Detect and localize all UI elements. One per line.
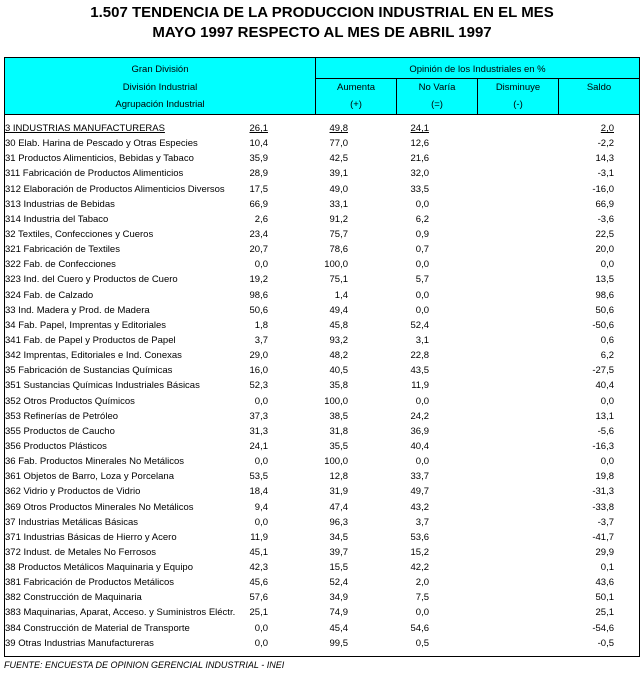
disminuye-value: 3,1 <box>415 334 429 346</box>
saldo-value: 66,9 <box>595 198 614 210</box>
header-no-varia: No Varía <box>418 82 456 93</box>
saldo-value: 20,0 <box>595 244 614 256</box>
no-varia-value: 31,8 <box>329 425 348 437</box>
no-varia-value: 47,4 <box>329 501 348 513</box>
no-varia-value: 52,4 <box>329 577 348 589</box>
no-varia-value: 48,2 <box>329 350 348 362</box>
disminuye-value: 43,2 <box>410 501 429 513</box>
row-label: 312 Elaboración de Productos Alimenticios Diversos <box>5 183 225 195</box>
disminuye-value: 5,7 <box>415 274 429 286</box>
table-row <box>5 439 639 454</box>
row-label: 361 Objetos de Barro, Loza y Porcelana <box>5 471 174 483</box>
table-row <box>5 318 639 333</box>
disminuye-value: 0,9 <box>415 228 429 240</box>
disminuye-value: 0,0 <box>415 259 429 271</box>
table-row <box>5 515 639 530</box>
row-label: 323 Ind. del Cuero y Productos de Cuero <box>5 274 178 286</box>
no-varia-value: 100,0 <box>324 259 348 271</box>
no-varia-value: 35,5 <box>329 440 348 452</box>
no-varia-value: 45,8 <box>329 319 348 331</box>
table-row <box>5 530 639 545</box>
no-varia-value: 49,0 <box>329 183 348 195</box>
no-varia-value: 99,5 <box>329 637 348 649</box>
table-row <box>5 363 639 378</box>
table-row <box>5 605 639 620</box>
no-varia-value: 39,7 <box>329 546 348 558</box>
no-varia-value: 75,7 <box>329 228 348 240</box>
table-row <box>5 394 639 409</box>
row-label: 341 Fab. de Papel y Productos de Papel <box>5 334 176 346</box>
aumenta-value: 0,0 <box>254 637 268 649</box>
no-varia-value: 96,3 <box>329 516 348 528</box>
saldo-value: -41,7 <box>592 531 614 543</box>
no-varia-value: 39,1 <box>329 168 348 180</box>
table-row <box>5 257 639 272</box>
table-row <box>5 636 639 651</box>
aumenta-value: 45,6 <box>249 577 268 589</box>
table-row <box>5 560 639 575</box>
header-aumenta: Aumenta <box>336 82 376 93</box>
no-varia-value: 100,0 <box>324 456 348 468</box>
saldo-value: 0,0 <box>600 456 614 468</box>
table-row <box>5 242 639 257</box>
table-row <box>5 227 639 242</box>
header-saldo: Saldo <box>586 82 612 93</box>
saldo-value: 0,0 <box>600 395 614 407</box>
disminuye-value: 43,5 <box>410 365 429 377</box>
table-row <box>5 333 639 348</box>
disminuye-value: 21,6 <box>410 153 429 165</box>
row-label: 311 Fabricación de Productos Alimenticios <box>5 168 184 180</box>
aumenta-value: 0,0 <box>254 395 268 407</box>
aumenta-value: 17,5 <box>249 183 268 195</box>
saldo-value: 6,2 <box>600 350 614 362</box>
saldo-value: -27,5 <box>592 365 614 377</box>
table-row <box>5 151 639 166</box>
row-label: 351 Sustancias Químicas Industriales Básicas <box>5 380 200 392</box>
row-label: 352 Otros Productos Químicos <box>5 395 135 407</box>
aumenta-value: 18,4 <box>249 486 268 498</box>
saldo-value: 29,9 <box>595 546 614 558</box>
aumenta-value: 50,6 <box>249 304 268 316</box>
disminuye-value: 24,1 <box>410 123 429 134</box>
row-label: 353 Refinerías de Petróleo <box>5 410 119 422</box>
row-label: 342 Imprentas, Editoriales e Ind. Conexas <box>5 350 182 362</box>
row-label: 381 Fabricación de Productos Metálicos <box>5 577 174 589</box>
aumenta-value: 0,0 <box>254 622 268 634</box>
saldo-value: 0,0 <box>600 259 614 271</box>
aumenta-value: 31,3 <box>249 425 268 437</box>
saldo-value: 50,1 <box>595 592 614 604</box>
disminuye-value: 24,2 <box>410 410 429 422</box>
table-row <box>5 136 639 151</box>
row-label: 324 Fab. de Calzado <box>5 289 94 301</box>
disminuye-value: 54,6 <box>410 622 429 634</box>
disminuye-value: 53,6 <box>410 531 429 543</box>
aumenta-value: 19,2 <box>249 274 268 286</box>
saldo-value: 13,1 <box>595 410 614 422</box>
disminuye-value: 42,2 <box>410 562 429 574</box>
saldo-value: -54,6 <box>592 622 614 634</box>
saldo-value: 98,6 <box>595 289 614 301</box>
aumenta-value: 11,9 <box>250 531 268 543</box>
header-divider <box>477 78 478 115</box>
no-varia-value: 15,5 <box>329 562 348 574</box>
aumenta-value: 10,4 <box>249 138 268 150</box>
row-label: 362 Vidrio y Productos de Vidrio <box>5 486 141 498</box>
table-title-line2: MAYO 1997 RESPECTO AL MES DE ABRIL 1997 <box>152 24 492 41</box>
disminuye-value: 32,0 <box>410 168 429 180</box>
row-label: 39 Otras Industrias Manufactureras <box>5 637 154 649</box>
no-varia-value: 91,2 <box>329 213 348 225</box>
row-label: 34 Fab. Papel, Imprentas y Editoriales <box>5 319 167 331</box>
disminuye-value: 49,7 <box>410 486 429 498</box>
saldo-value: 0,6 <box>600 334 614 346</box>
header-no-varia-symbol: (=) <box>431 99 443 110</box>
header-disminuye-symbol: (-) <box>513 99 523 110</box>
no-varia-value: 45,4 <box>329 622 348 634</box>
header-divider <box>315 57 316 115</box>
row-label: 31 Productos Alimenticios, Bebidas y Tabaco <box>5 153 194 165</box>
aumenta-value: 52,3 <box>249 380 268 392</box>
saldo-value: -33,8 <box>592 501 614 513</box>
table-row <box>5 469 639 484</box>
disminuye-value: 40,4 <box>410 440 429 452</box>
saldo-value: -16,0 <box>592 183 614 195</box>
aumenta-value: 24,1 <box>249 440 268 452</box>
header-division-industrial: División Industrial <box>122 82 198 93</box>
aumenta-value: 2,6 <box>254 213 268 225</box>
header-disminuye: Disminuye <box>495 82 541 93</box>
disminuye-value: 0,0 <box>415 304 429 316</box>
no-varia-value: 12,8 <box>329 471 348 483</box>
row-label: 38 Productos Metálicos Maquinaria y Equipo <box>5 562 193 574</box>
aumenta-value: 45,1 <box>249 546 268 558</box>
saldo-value: 19,8 <box>595 471 614 483</box>
header-gran-division: Gran División <box>131 64 189 75</box>
header-divider <box>396 78 397 115</box>
no-varia-value: 77,0 <box>329 138 348 150</box>
aumenta-value: 28,9 <box>249 168 268 180</box>
disminuye-value: 0,5 <box>415 637 429 649</box>
aumenta-value: 23,4 <box>249 228 268 240</box>
table-row <box>5 409 639 424</box>
row-label: 383 Maquinarias, Aparat, Acceso. y Suministros Eléctr. <box>5 607 236 619</box>
table-row <box>5 288 639 303</box>
aumenta-value: 26,1 <box>249 123 268 134</box>
table-row <box>5 454 639 469</box>
aumenta-value: 66,9 <box>249 198 268 210</box>
no-varia-value: 31,9 <box>329 486 348 498</box>
header-agrupacion-industrial: Agrupación Industrial <box>115 99 205 110</box>
saldo-value: 2,0 <box>600 123 614 134</box>
aumenta-value: 98,6 <box>249 289 268 301</box>
row-label: 372 Indust. de Metales No Ferrosos <box>5 546 157 558</box>
no-varia-value: 34,5 <box>329 531 348 543</box>
row-label: 33 Ind. Madera y Prod. de Madera <box>5 304 150 316</box>
table-row <box>5 484 639 499</box>
row-label: 371 Industrias Básicas de Hierro y Acero <box>5 531 177 543</box>
header-divider <box>558 78 559 115</box>
row-label: 369 Otros Productos Minerales No Metálicos <box>5 501 194 513</box>
saldo-value: -3,1 <box>597 168 614 180</box>
row-label: 30 Elab. Harina de Pescado y Otras Especies <box>5 138 198 150</box>
disminuye-value: 22,8 <box>410 350 429 362</box>
no-varia-value: 49,8 <box>329 123 348 134</box>
row-label: 321 Fabricación de Textiles <box>5 244 120 256</box>
table-title-line1: 1.507 TENDENCIA DE LA PRODUCCION INDUSTRIAL EN EL MES <box>90 4 554 21</box>
saldo-value: 40,4 <box>595 380 614 392</box>
row-label: 314 Industria del Tabaco <box>5 213 109 225</box>
row-label: 3 INDUSTRIAS MANUFACTURERAS <box>5 123 165 134</box>
aumenta-value: 57,6 <box>249 592 268 604</box>
row-label: 322 Fab. de Confecciones <box>5 259 116 271</box>
saldo-value: 14,3 <box>595 153 614 165</box>
header-opinion: Opinión de los Industriales en % <box>409 64 546 75</box>
row-label: 36 Fab. Productos Minerales No Metálicos <box>5 456 184 468</box>
saldo-value: -3,7 <box>597 516 614 528</box>
saldo-value: -3,6 <box>597 213 614 225</box>
disminuye-value: 12,6 <box>410 138 429 150</box>
disminuye-value: 33,7 <box>410 471 429 483</box>
disminuye-value: 2,0 <box>415 577 429 589</box>
no-varia-value: 100,0 <box>324 395 348 407</box>
source-note: FUENTE: ENCUESTA DE OPINION GERENCIAL INDUSTRIAL - INEI <box>4 660 285 670</box>
saldo-value: -5,6 <box>597 425 614 437</box>
disminuye-value: 15,2 <box>410 546 429 558</box>
header-aumenta-symbol: (+) <box>350 99 362 110</box>
no-varia-value: 38,5 <box>329 410 348 422</box>
table-row <box>5 424 639 439</box>
table-row <box>5 166 639 181</box>
aumenta-value: 1,8 <box>254 319 268 331</box>
no-varia-value: 35,8 <box>329 380 348 392</box>
saldo-value: -31,3 <box>592 486 614 498</box>
saldo-value: -50,6 <box>592 319 614 331</box>
disminuye-value: 0,7 <box>415 244 429 256</box>
no-varia-value: 74,9 <box>329 607 348 619</box>
table-row <box>5 348 639 363</box>
row-label: 384 Construcción de Material de Transporte <box>5 622 190 634</box>
table-row <box>5 545 639 560</box>
no-varia-value: 78,6 <box>329 244 348 256</box>
no-varia-value: 42,5 <box>329 153 348 165</box>
aumenta-value: 35,9 <box>249 153 268 165</box>
saldo-value: 0,1 <box>600 562 614 574</box>
table-row <box>5 378 639 393</box>
aumenta-value: 25,1 <box>249 607 268 619</box>
saldo-value: 13,5 <box>595 274 614 286</box>
table-row <box>5 303 639 318</box>
row-label: 355 Productos de Caucho <box>5 425 115 437</box>
disminuye-value: 0,0 <box>415 607 429 619</box>
no-varia-value: 49,4 <box>329 304 348 316</box>
saldo-value: 43,6 <box>595 577 614 589</box>
no-varia-value: 34,9 <box>329 592 348 604</box>
no-varia-value: 75,1 <box>329 274 348 286</box>
row-label: 382 Construcción de Maquinaria <box>5 592 142 604</box>
table-row <box>5 590 639 605</box>
saldo-value: 50,6 <box>595 304 614 316</box>
disminuye-value: 0,0 <box>415 456 429 468</box>
aumenta-value: 20,7 <box>249 244 268 256</box>
disminuye-value: 36,9 <box>410 425 429 437</box>
disminuye-value: 0,0 <box>415 198 429 210</box>
disminuye-value: 7,5 <box>415 592 429 604</box>
table-row <box>5 121 639 136</box>
disminuye-value: 3,7 <box>415 516 429 528</box>
disminuye-value: 52,4 <box>410 319 429 331</box>
saldo-value: 25,1 <box>595 607 614 619</box>
row-label: 313 Industrias de Bebidas <box>5 198 115 210</box>
disminuye-value: 11,9 <box>411 380 429 392</box>
saldo-value: -0,5 <box>597 637 614 649</box>
disminuye-value: 0,0 <box>415 289 429 301</box>
row-label: 35 Fabricación de Sustancias Químicas <box>5 365 173 377</box>
aumenta-value: 0,0 <box>254 456 268 468</box>
row-label: 32 Textiles, Confecciones y Cueros <box>5 228 154 240</box>
saldo-value: -2,2 <box>597 138 614 150</box>
aumenta-value: 42,3 <box>249 562 268 574</box>
table-row <box>5 272 639 287</box>
table-row <box>5 500 639 515</box>
aumenta-value: 0,0 <box>254 516 268 528</box>
disminuye-value: 6,2 <box>415 213 429 225</box>
aumenta-value: 9,4 <box>254 501 268 513</box>
aumenta-value: 0,0 <box>254 259 268 271</box>
aumenta-value: 29,0 <box>249 350 268 362</box>
saldo-value: -16,3 <box>592 440 614 452</box>
saldo-value: 22,5 <box>595 228 614 240</box>
disminuye-value: 33,5 <box>410 183 429 195</box>
table-row <box>5 621 639 636</box>
no-varia-value: 33,1 <box>329 198 348 210</box>
aumenta-value: 3,7 <box>254 334 268 346</box>
table-row <box>5 197 639 212</box>
row-label: 356 Productos Plásticos <box>5 440 107 452</box>
disminuye-value: 0,0 <box>415 395 429 407</box>
row-label: 37 Industrias Metálicas Básicas <box>5 516 139 528</box>
no-varia-value: 1,4 <box>334 289 348 301</box>
aumenta-value: 37,3 <box>249 410 268 422</box>
aumenta-value: 53,5 <box>249 471 268 483</box>
table-row <box>5 182 639 197</box>
table-row <box>5 212 639 227</box>
table-row <box>5 575 639 590</box>
no-varia-value: 40,5 <box>329 365 348 377</box>
no-varia-value: 93,2 <box>329 334 348 346</box>
aumenta-value: 16,0 <box>249 365 268 377</box>
